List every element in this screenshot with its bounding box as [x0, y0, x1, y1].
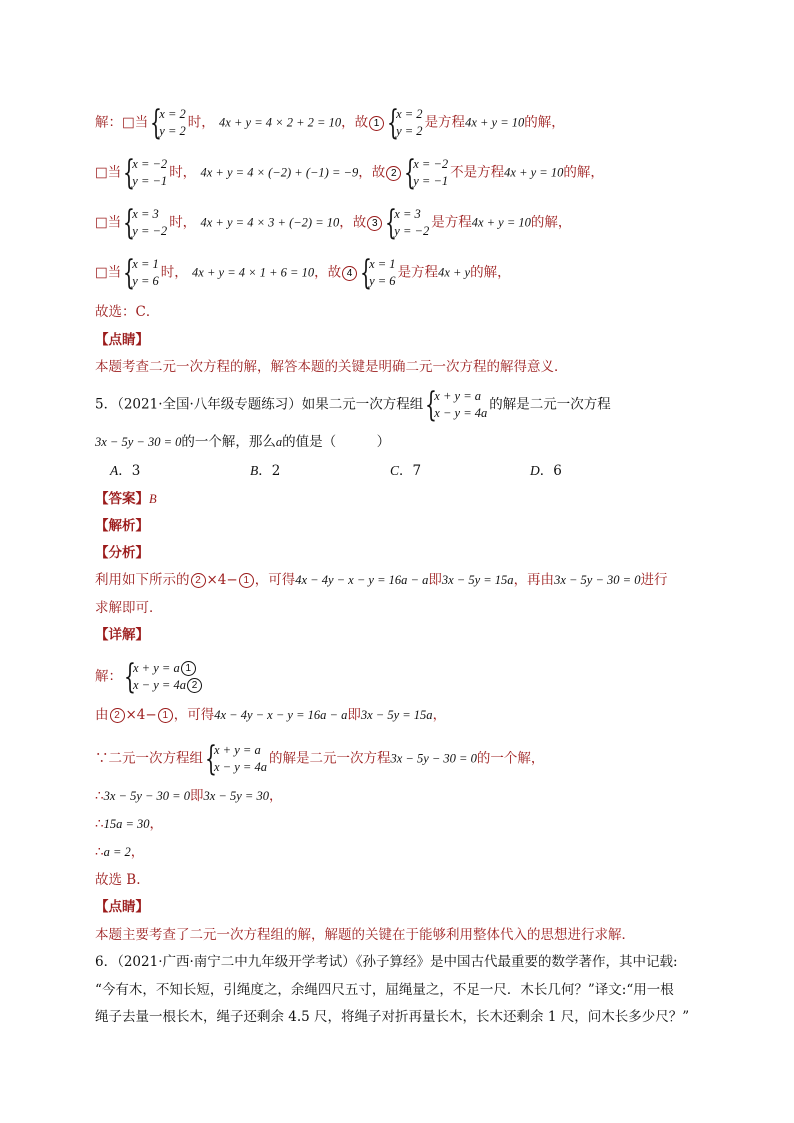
detail-tag: 【详解】 [95, 627, 149, 643]
question-6-line-3: 绳子去量一根长木，绳子还剩余 4.5 尺，将绳子对折再量长木，长木还剩余 1 尺，问木长多少尺？” [95, 1009, 690, 1025]
equation-system: { x + y = a 1 x − y = 4a 2 [124, 660, 203, 694]
bullet-glyph: □ [95, 164, 108, 181]
fenxi-tag: 【分析】 [95, 545, 149, 561]
circled-number: 3 [367, 216, 382, 231]
comment-text-2: 本题主要考查了二元一次方程组的解，解题的关键在于能够利用整体代入的思想进行求解． [95, 927, 635, 943]
circled-number: 2 [386, 166, 401, 181]
sol-line-6: ∴a = 2， [95, 844, 145, 860]
label: 解： [95, 114, 122, 131]
calculation: 4x + y = 4 × 2 + 2 = 10 [219, 115, 342, 130]
sol-line-5: ∴15a = 30， [95, 816, 164, 832]
choose-line: 故选：C． [95, 304, 160, 320]
circled-number: 1 [369, 116, 384, 131]
option-d[interactable]: D．6 [530, 463, 562, 479]
question-6-line-2: “今有木，不知长短，引绳度之，余绳四尺五寸，屈绳量之，不足一尺．木长几何？”译文:“用一根 [95, 982, 674, 998]
sol-line-1: 解： { x + y = a 1 x − y = 4a 2 [95, 660, 205, 694]
jiexi-tag: 【解析】 [95, 518, 149, 534]
equation-system: { x = 1 y = 6 [360, 253, 396, 293]
solution-line-2: □当 { x = −2 y = −1 时， 4x + y = 4 × (−2) + (−1) = −9，故 2 { x = −2 y = −1 不是方程4x + y = 10的解， [95, 153, 604, 193]
comment-text: 本题考查二元一次方程的解，解答本题的关键是明确二元一次方程的解得意义． [95, 359, 568, 375]
bullet-glyph: □ [122, 114, 135, 131]
answer-line: 【答案】B [95, 491, 157, 507]
equation-system: { x = 1 y = 6 [123, 253, 159, 293]
calculation: 4x + y = 4 × (−2) + (−1) = −9 [200, 165, 359, 180]
equation-system: { x = 3 y = −2 [385, 203, 430, 243]
equation-system: { x = −2 y = −1 [123, 153, 168, 193]
bullet-glyph: □ [95, 214, 108, 231]
question-5-stem-cont: 3x − 5y − 30 = 0的一个解，那么a的值是（ ） [95, 434, 391, 450]
label: 当 [134, 114, 149, 131]
option-c[interactable]: C．7 [390, 463, 422, 479]
question-6-line-1: 6．（2021·广西·南宁二中九年级开学考试）《孙子算经》是中国古代最重要的数学著作，其中记载: [95, 954, 678, 970]
bullet-glyph: □ [95, 264, 108, 281]
equation-system: { x = 2 y = 2 [387, 103, 423, 143]
solution-line-4: □当 { x = 1 y = 6 时， 4x + y = 4 × 1 + 6 = 10，故 4 { x = 1 y = 6 是方程4x + y的解， [95, 253, 511, 293]
option-a[interactable]: A．3 [110, 463, 141, 479]
comment-tag: 【点睛】 [95, 332, 149, 348]
solution-line-1: 解：□当 { x = 2 y = 2 时， 4x + y = 4 × 2 + 2 = 10，故 1 { x = 2 y = 2 是方程4x + y = 10的解， [95, 103, 565, 143]
equation-system: { x + y = a x − y = 4a [205, 739, 267, 779]
calculation: 4x + y = 4 × 1 + 6 = 10 [192, 265, 315, 280]
fenxi-line-1: 利用如下所示的 2 ×4− 1 ，可得4x − 4y − x − y = 16a − a即3x − 5y = 15a，再由3x − 5y − 30 = 0进行 [95, 572, 668, 588]
calculation: 4x + y = 4 × 3 + (−2) = 10 [200, 215, 340, 230]
comment-tag-2: 【点睛】 [95, 899, 149, 915]
equation-system: { x = −2 y = −1 [404, 153, 449, 193]
sol-line-2: 由 2 ×4− 1 ，可得4x − 4y − x − y = 16a − a即3x − 5y = 15a， [95, 707, 447, 723]
circled-number: 4 [342, 266, 357, 281]
solution-line-3: □当 { x = 3 y = −2 时， 4x + y = 4 × 3 + (−2) = 10，故 3 { x = 3 y = −2 是方程4x + y = 10的解， [95, 203, 572, 243]
equation-system: { x = 3 y = −2 [123, 203, 168, 243]
sol-line-3: ∵二元一次方程组 { x + y = a x − y = 4a 的解是二元一次方程3x − 5y − 30 = 0的一个解， [95, 739, 545, 779]
fenxi-line-2: 求解即可． [95, 600, 163, 616]
question-5-options [110, 461, 670, 481]
equation-system: { x = 2 y = 2 [150, 103, 186, 143]
sol-line-7: 故选 B. [95, 872, 141, 888]
option-b[interactable]: B．2 [250, 463, 281, 479]
sol-line-4: ∴3x − 5y − 30 = 0即3x − 5y = 30， [95, 788, 283, 804]
question-5-stem: 5．（2021·全国·八年级专题练习）如果二元一次方程组 { x + y = a x − y = 4a 的解是二元一次方程 [95, 385, 611, 425]
equation-system: { x + y = a x − y = 4a [425, 385, 488, 425]
